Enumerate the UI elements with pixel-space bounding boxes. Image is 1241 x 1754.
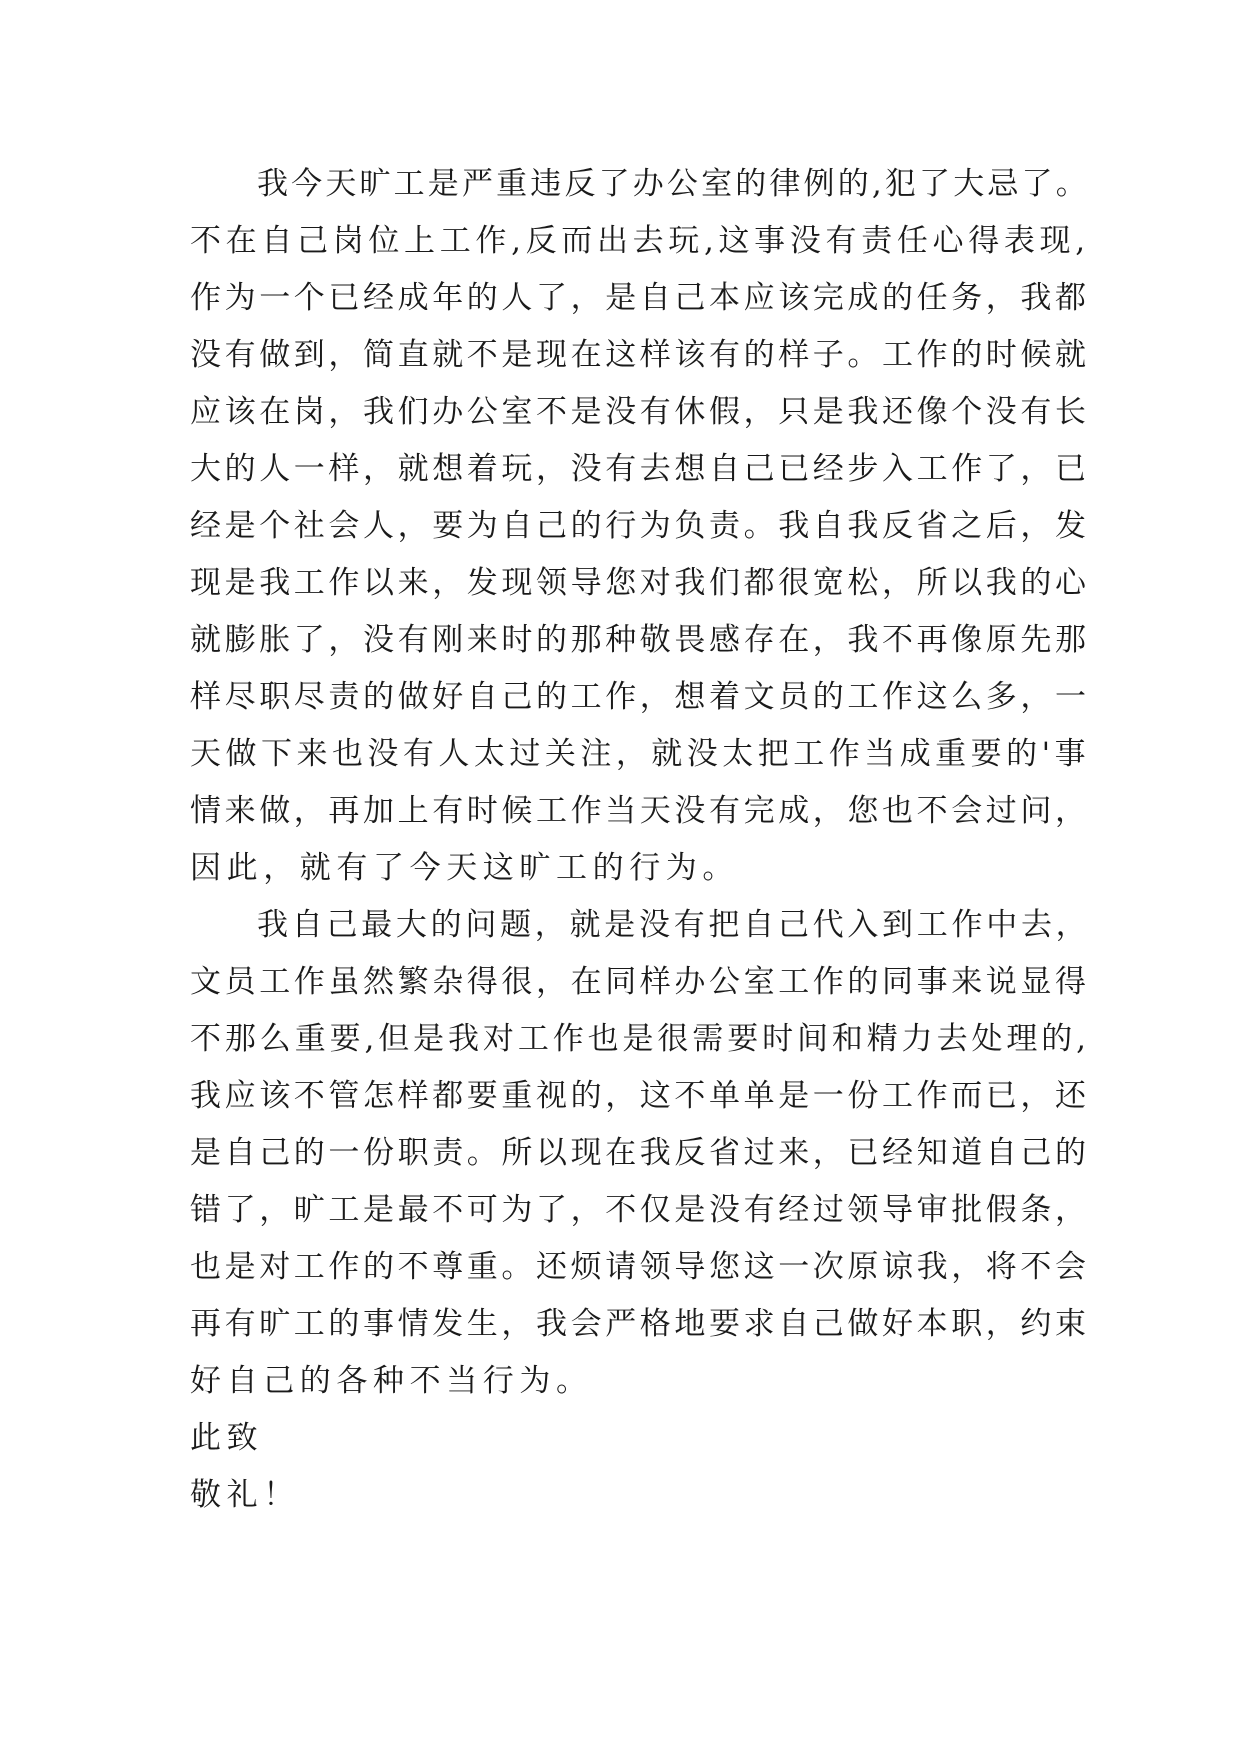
text-line: 因此，就有了今天这旷工的行为。 (190, 850, 739, 886)
salutation-line: 敬礼！ (190, 1477, 300, 1513)
text-line: 错了，旷工是最不可为了，不仅是没有经过领导审批假条， (190, 1192, 1090, 1228)
text-line: 就膨胀了，没有刚来时的那种敬畏感存在，我不再像原先那 (190, 622, 1090, 658)
text-line: 是自己的一份职责。所以现在我反省过来，已经知道自己的 (190, 1135, 1090, 1171)
text-line: 不在自己岗位上工作,反而出去玩,这事没有责任心得表现, (190, 223, 1090, 259)
text-line: 没有做到，简直就不是现在这样该有的样子。工作的时候就 (190, 337, 1090, 373)
closing-line: 此致 (190, 1420, 264, 1456)
text-line: 情来做，再加上有时候工作当天没有完成，您也不会过问， (190, 793, 1090, 829)
text-line: 我今天旷工是严重违反了办公室的律例的,犯了大忌了。 (257, 166, 1090, 202)
text-line: 经是个社会人，要为自己的行为负责。我自我反省之后，发 (190, 508, 1090, 544)
text-line: 好自己的各种不当行为。 (190, 1363, 593, 1399)
text-line: 也是对工作的不尊重。还烦请领导您这一次原谅我，将不会 (190, 1249, 1090, 1285)
text-line: 天做下来也没有人太过关注，就没太把工作当成重要的'事 (190, 736, 1091, 772)
text-line: 作为一个已经成年的人了，是自己本应该完成的任务，我都 (190, 280, 1090, 316)
text-line: 不那么重要,但是我对工作也是很需要时间和精力去处理的, (190, 1021, 1090, 1057)
text-line: 文员工作虽然繁杂得很，在同样办公室工作的同事来说显得 (190, 964, 1090, 1000)
text-line: 样尽职尽责的做好自己的工作，想着文员的工作这么多，一 (190, 679, 1090, 715)
text-line: 再有旷工的事情发生，我会严格地要求自己做好本职，约束 (190, 1306, 1090, 1342)
text-line: 大的人一样，就想着玩，没有去想自己已经步入工作了，已 (190, 451, 1090, 487)
text-line: 我自己最大的问题，就是没有把自己代入到工作中去， (257, 907, 1091, 943)
text-line: 应该在岗，我们办公室不是没有休假，只是我还像个没有长 (190, 394, 1090, 430)
text-line: 我应该不管怎样都要重视的，这不单单是一份工作而已，还 (190, 1078, 1090, 1114)
text-line: 现是我工作以来，发现领导您对我们都很宽松，所以我的心 (190, 565, 1090, 601)
